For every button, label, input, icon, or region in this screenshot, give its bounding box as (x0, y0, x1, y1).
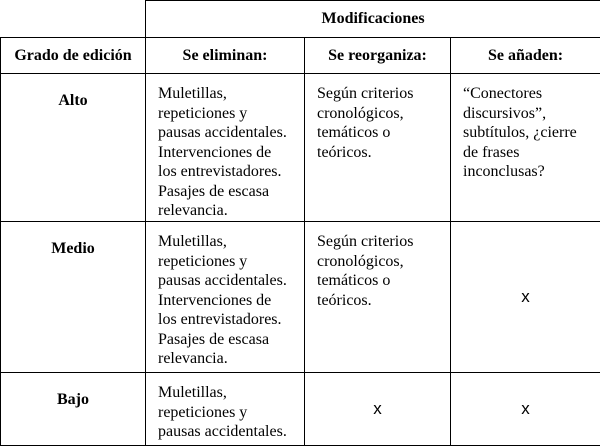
empty-corner-cell (1, 1, 146, 38)
add-cell (451, 373, 600, 446)
cross-mark: x (373, 399, 382, 419)
reorganize-cell (305, 373, 451, 446)
remove-cell: Muletillas, repeticiones y pausas accidentales. Intervenciones de los entrevistadores. Pasajes de escasa relevancia. (146, 74, 305, 222)
column-header-row (1, 38, 600, 74)
column-header-add: Se añaden: (451, 38, 600, 74)
cross-mark: x (521, 399, 530, 419)
add-cell: “Conectores discursivos”, subtítulos, ¿cierre de frases inconclusas? (451, 74, 600, 222)
table-row (1, 222, 600, 373)
table-row (1, 74, 600, 222)
reorganize-cell: Según criterios cronológicos, temáticos o teóricos. (305, 74, 451, 222)
column-header-grade: Grado de edición (1, 38, 146, 74)
reorganize-cell: Según criterios cronológicos, temáticos o teóricos. (305, 222, 451, 373)
column-header-reorganize: Se reorganiza: (305, 38, 451, 74)
grade-cell: Medio (1, 222, 146, 373)
remove-cell: Muletillas, repeticiones y pausas accidentales. Intervenciones de los entrevistadores. Pasajes de escasa relevancia. (146, 222, 305, 373)
group-title: Modificaciones (146, 1, 600, 38)
remove-cell: Muletillas, repeticiones y pausas accidentales. (146, 373, 305, 446)
add-cell (451, 222, 600, 373)
grade-cell: Bajo (1, 373, 146, 446)
column-header-remove: Se eliminan: (146, 38, 305, 74)
grade-cell: Alto (1, 74, 146, 222)
group-header-row (1, 1, 600, 38)
table-row (1, 373, 600, 446)
cross-mark: x (521, 287, 530, 307)
